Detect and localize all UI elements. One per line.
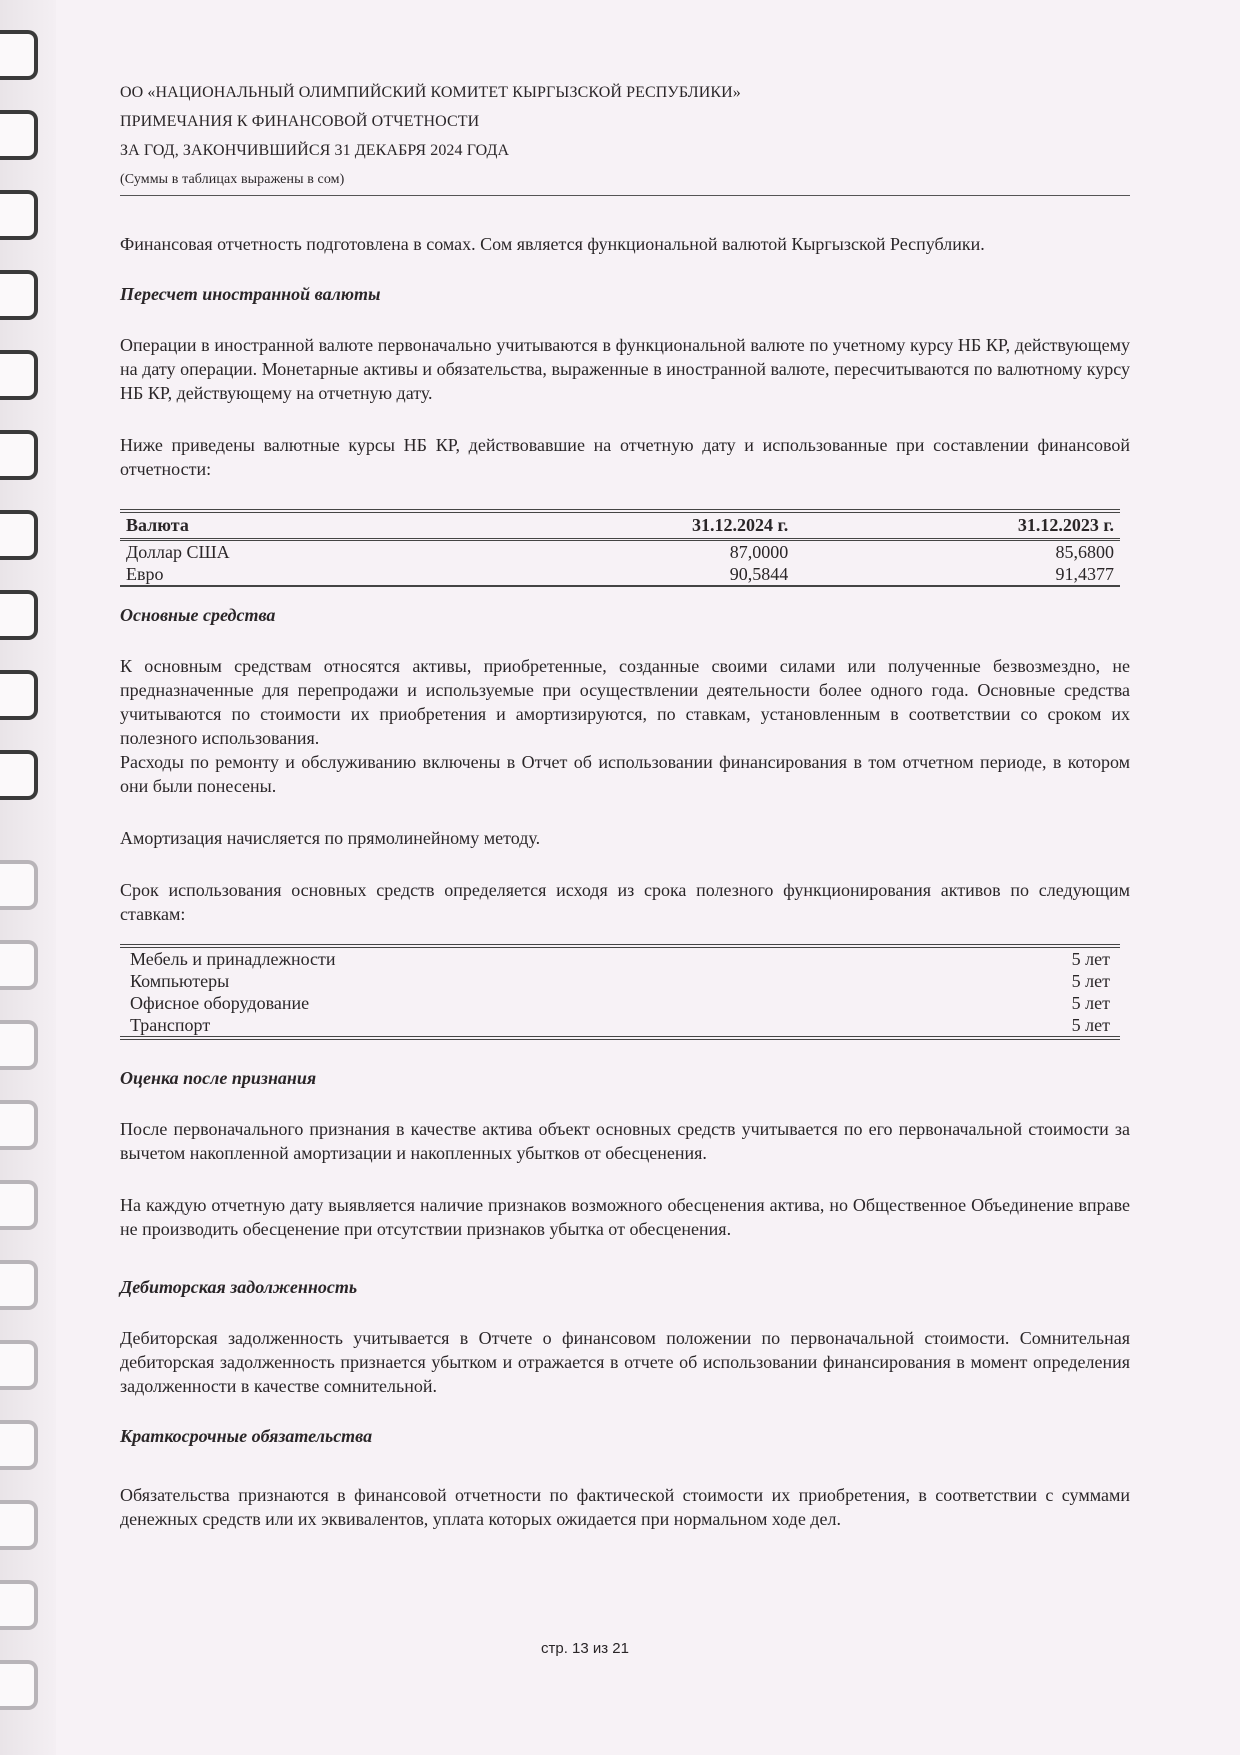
binding-ring: [0, 940, 38, 990]
table-row: [120, 540, 1120, 564]
col-2024: 31.12.2024 г.: [468, 511, 794, 540]
binding-ring: [0, 270, 38, 320]
table-row: [120, 970, 1120, 992]
rate-2023-cell: 85,6800: [1055, 542, 1114, 562]
binding-ring: [0, 670, 38, 720]
asset-class-cell: Транспорт: [130, 1015, 211, 1035]
section-heading-fixed-assets: Основные средства: [120, 605, 276, 625]
binding-ring: [0, 1340, 38, 1390]
binding-ring: [0, 860, 38, 910]
asset-class-cell: Мебель и принадлежности: [130, 949, 336, 969]
receivables-paragraph: Дебиторская задолженность учитывается в Отчете о финансовом положении по первоначальной стоимости. Сомнительная дебиторская задолженность признается убытком и отражается в отчете об использовании финансирования в момент определения задолженности в качестве сомнительной.: [120, 1328, 1130, 1396]
page-number: стр. 13 из 21: [540, 1640, 629, 1657]
header-title: ПРИМЕЧАНИЯ К ФИНАНСОВОЙ ОТЧЕТНОСТИ: [120, 113, 480, 130]
binding-ring: [0, 190, 38, 240]
useful-life-cell: 5 лет: [1071, 949, 1110, 969]
header-note: (Суммы в таблицах выражены в сом): [120, 165, 1130, 196]
col-currency: Валюта: [120, 511, 468, 540]
table-row: [120, 1014, 1120, 1038]
fx-paragraph-2: Ниже приведены валютные курсы НБ КР, действовавшие на отчетную дату и использованные при составлении финансовой отчетности:: [120, 435, 1130, 479]
useful-life-cell: 5 лет: [1071, 971, 1110, 991]
currency-cell: Евро: [120, 563, 468, 586]
valuation-paragraph-1: После первоначального признания в качестве актива объект основных средств учитывается по его первоначальной стоимости за вычетом накопленной амортизации и накопленных убытков от обесценения.: [120, 1119, 1130, 1163]
binding-ring: [0, 30, 38, 80]
binding-ring: [0, 1100, 38, 1150]
header-org: ОО «НАЦИОНАЛЬНЫЙ ОЛИМПИЙСКИЙ КОМИТЕТ КЫРГЫЗСКОЙ РЕСПУБЛИКИ»: [120, 84, 741, 101]
liabilities-paragraph: Обязательства признаются в финансовой отчетности по фактической стоимости их приобретения, в соответствии с суммами денежных средств или их эквивалентов, уплата которых ожидается при нормальном ходе дел.: [120, 1485, 1130, 1529]
fixed-assets-paragraph-4: Срок использования основных средств определяется исходя из срока полезного функционирования активов по следующим ставкам:: [120, 880, 1130, 924]
useful-life-cell: 5 лет: [1071, 993, 1110, 1013]
binding-ring: [0, 1180, 38, 1230]
document-page: [120, 78, 1130, 1531]
spiral-binding: [0, 0, 56, 1755]
valuation-paragraph-2: На каждую отчетную дату выявляется наличие признаков возможного обесценения актива, но Общественное Объединение вправе не производить обесценение при отсутствии признаков убытка от обесценения.: [120, 1195, 1130, 1239]
binding-ring: [0, 1260, 38, 1310]
currency-cell: Доллар США: [126, 542, 230, 562]
binding-ring: [0, 350, 38, 400]
fixed-assets-paragraph-1: К основным средствам относятся активы, приобретенные, созданные своими силами или полученные безвозмездно, не предназначенные для перепродажи и используемые при осуществлении деятельности более одного года. Основные средства учитываются по стоимости их приобретения и амортизируются, по ставкам, установленным в соответствии со сроком их полезного использования.: [120, 656, 1130, 748]
header-period: ЗА ГОД, ЗАКОНЧИВШИЙСЯ 31 ДЕКАБРЯ 2024 ГОДА: [120, 142, 510, 159]
rate-2024-cell: 87,0000: [729, 542, 789, 562]
section-heading-valuation: Оценка после признания: [120, 1068, 317, 1088]
useful-life-table: [120, 944, 1120, 1040]
binding-ring: [0, 1660, 38, 1710]
useful-life-cell: 5 лет: [1071, 1015, 1110, 1035]
fixed-assets-paragraph-3: Амортизация начисляется по прямолинейному методу.: [120, 828, 541, 848]
binding-ring: [0, 110, 38, 160]
fixed-assets-paragraph-2: Расходы по ремонту и обслуживанию включены в Отчет об использовании финансирования в том отчетном периоде, в котором они были понесены.: [120, 752, 1130, 796]
binding-ring: [0, 1420, 38, 1470]
binding-ring: [0, 510, 38, 560]
table-row: [120, 992, 1120, 1014]
intro-paragraph: Финансовая отчетность подготовлена в сомах. Сом является функциональной валютой Кыргызской Республики.: [120, 234, 985, 254]
section-heading-receivables: Дебиторская задолженность: [120, 1277, 358, 1297]
binding-ring: [0, 1580, 38, 1630]
binding-ring: [0, 750, 38, 800]
binding-ring: [0, 590, 38, 640]
asset-class-cell: Компьютеры: [130, 971, 230, 991]
asset-class-cell: Офисное оборудование: [130, 993, 310, 1013]
col-2023: 31.12.2023 г.: [794, 511, 1120, 540]
section-heading-fx: Пересчет иностранной валюты: [120, 284, 381, 304]
binding-ring: [0, 430, 38, 480]
exchange-rate-table: [120, 509, 1120, 587]
binding-ring: [0, 1020, 38, 1070]
rate-2024-cell: 90,5844: [468, 563, 794, 586]
section-heading-liabilities: Краткосрочные обязательства: [120, 1426, 373, 1446]
rate-2023-cell: 91,4377: [794, 563, 1120, 586]
table-row: [120, 563, 1120, 586]
binding-ring: [0, 1500, 38, 1550]
table-row: [120, 946, 1120, 970]
fx-paragraph-1: Операции в иностранной валюте первоначально учитываются в функциональной валюте по учетному курсу НБ КР, действующему на дату операции. Монетарные активы и обязательства, выраженные в иностранной валюте, пересчитываются по валютному курсу НБ КР, действующему на отчетную дату.: [120, 335, 1130, 403]
